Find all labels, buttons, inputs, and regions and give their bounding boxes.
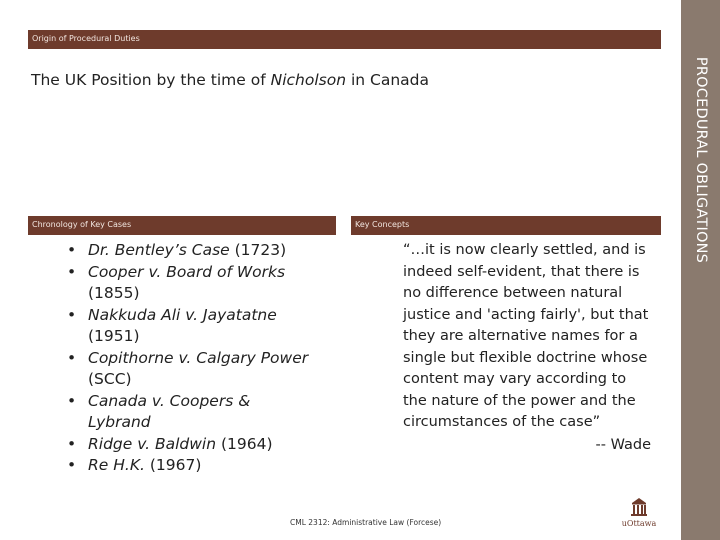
slide-title <box>31 71 429 89</box>
university-building-icon <box>621 495 657 519</box>
right-column-header: Key Concepts <box>355 220 410 229</box>
footer-course: CML 2312: Administrative Law (Forcese) <box>290 518 442 527</box>
case-list <box>62 240 312 477</box>
list-item <box>62 348 312 391</box>
title-prefix: The UK Position by the time of <box>31 71 271 89</box>
case-name: Nakkuda Ali v. Jayatatne <box>88 305 277 324</box>
case-name: Canada v. Coopers & Lybrand <box>88 391 251 431</box>
case-name: Copithorne v. Calgary Power <box>88 348 309 367</box>
case-detail: (1951) <box>88 327 140 345</box>
list-item <box>62 240 312 262</box>
case-detail: (1967) <box>144 456 202 474</box>
title-emphasis: Nicholson <box>270 71 347 89</box>
quote-attribution: -- Wade <box>595 437 651 453</box>
logo-text: uOttawa <box>621 519 657 528</box>
case-detail: (1964) <box>216 434 273 453</box>
uottawa-logo <box>621 495 657 531</box>
case-detail: (1855) <box>88 284 140 302</box>
case-name: Ridge v. Baldwin <box>88 434 217 453</box>
list-item <box>62 262 312 305</box>
case-name: Re H.K. <box>88 456 145 474</box>
sidebar <box>681 0 720 540</box>
sidebar-title: PROCEDURAL OBLIGATIONS <box>693 56 709 264</box>
section-header-bar <box>28 30 661 49</box>
left-column-header-bar <box>28 216 336 235</box>
case-name: Dr. Bentley’s Case <box>88 241 230 259</box>
list-item <box>62 305 312 348</box>
section-label: Origin of Procedural Duties <box>32 34 140 43</box>
list-item <box>62 455 312 477</box>
case-name: Cooper v. Board of Works <box>88 262 286 281</box>
list-item <box>62 391 312 434</box>
list-item <box>62 434 312 456</box>
title-suffix: in Canada <box>346 71 429 89</box>
left-column-header: Chronology of Key Cases <box>32 220 132 229</box>
case-detail: (1723) <box>229 241 287 259</box>
right-column-header-bar <box>351 216 661 235</box>
case-detail: (SCC) <box>88 370 132 388</box>
key-concept-quote: “…it is now clearly settled, and is indeed self-evident, that there is no difference between natural justice and 'acting fairly', but that they are alternative names for a single but flexible doctrine whose content may vary according to the nature of the power and the circumstances of the case” <box>403 242 649 430</box>
